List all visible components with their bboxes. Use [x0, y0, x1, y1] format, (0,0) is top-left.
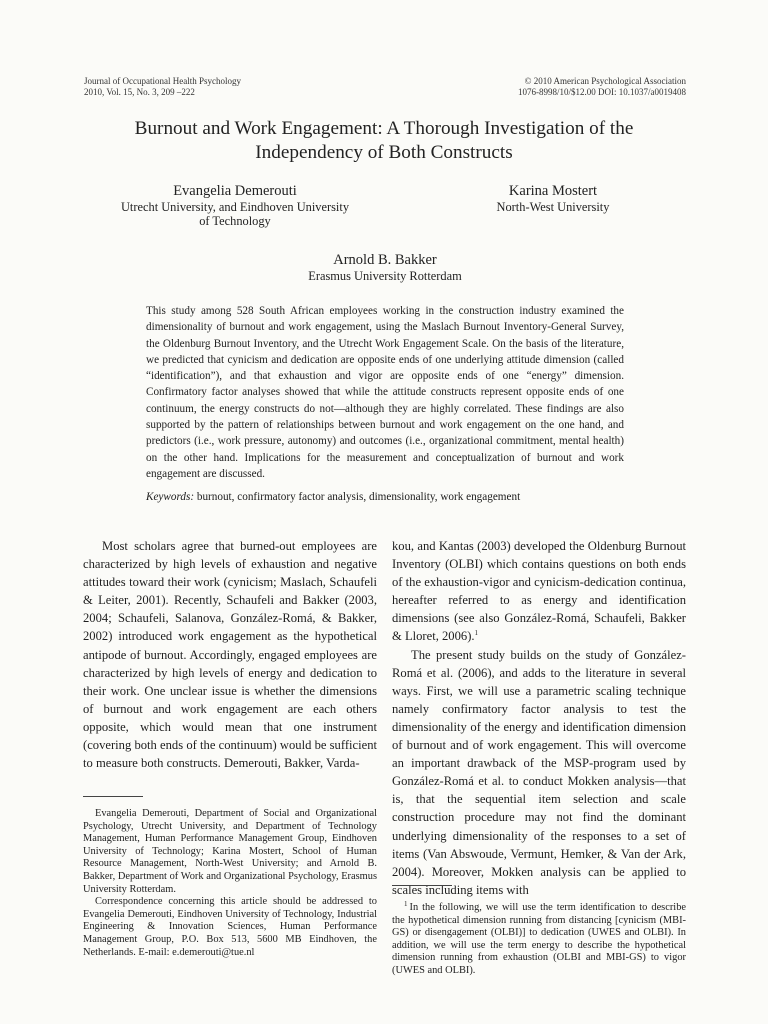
- body-paragraph: Most scholars agree that burned-out employees are characterized by high levels of exhaustion and negative attitudes toward their work (cynicism; Maslach, Schaufeli & Leiter, 2001). Recently, Schaufeli and Bakker (2003, 2004; Schaufeli, Salanova, González-Romá, & Bakker, 2002) introduced work engagement as the hypothetical antipode of burnout. Accordingly, engaged employees are characterized by high levels of energy and dedication to their work. One unclear issue is whether the dimensions of burnout and work engagement are each others opposite, which would mean that one instrument (covering both ends of the continuum) would be sufficient to measure both constructs. Demerouti, Bakker, Varda-: [83, 539, 377, 771]
- footnote-reference: 1: [474, 629, 479, 638]
- author-note: [83, 808, 377, 959]
- author-block-mostert: [440, 183, 666, 214]
- author-affiliation: of Technology: [199, 214, 271, 228]
- body-paragraph: The present study builds on the study of González-Romá et al. (2006), and adds to the literature in several ways. First, we will use a parametric scaling technique namely confirmatory factor analysis to test the dimensionality of the energy and identification dimension of burnout and of work engagement. This will overcome an important drawback of the MSP-program used by González-Romá et al. to conduct Mokken analysis—that is, that the sequential item selection and scale construction procedure may not find the dominant underlying dimensionality of the responses to a set of items (Van Abswoude, Vermunt, Hemker, & Van der Ark, 2004). Moreover, Mokken analysis can be applied to scales including items with: [392, 647, 686, 897]
- author-name: Evangelia Demerouti: [173, 183, 297, 199]
- title-line-2: Independency of Both Constructs: [255, 142, 513, 163]
- body-paragraph-continued: [392, 537, 686, 646]
- footnote-marker: 1: [404, 900, 408, 908]
- author-affiliation: Erasmus University Rotterdam: [308, 269, 462, 283]
- body-column-left: [83, 537, 377, 772]
- author-affiliation: Utrecht University, and Eindhoven University: [120, 200, 350, 214]
- abstract: This study among 528 South African employees working in the construction industry examined the dimensionality of burnout and work engagement, using the Maslach Burnout Inventory-General Survey, the Oldenburg Burnout Inventory, and the Utrecht Work Engagement Scale. On the basis of the literature, we predicted that cynicism and dedication are opposite ends of one underlying attitude dimension (called “identification”), and that exhaustion and vigor are opposite ends of one “energy” dimension. Confirmatory factor analyses showed that while the attitude constructs represent opposite ends of one continuum, the energy constructs do not—although they are highly correlated. These findings are also supported by the pattern of relationships between burnout and work engagement on the one hand, and predictors (i.e., work pressure, autonomy) and outcomes (i.e., organizational commitment, mental health) on the other hand. Implications for the measurement and conceptualization of burnout and work engagement are discussed.: [146, 305, 624, 480]
- footnote: [392, 902, 686, 978]
- author-name: Karina Mostert: [508, 183, 598, 199]
- running-head-right: [518, 76, 686, 97]
- author-note-divider: [83, 796, 143, 797]
- title-line-1: Burnout and Work Engagement: A Thorough Investigation of the: [134, 118, 634, 139]
- journal-volume: 2010, Vol. 15, No. 3, 209 –222: [84, 86, 195, 97]
- copyright-line: © 2010 American Psychological Association: [524, 76, 686, 86]
- author-note-correspondence: Correspondence concerning this article should be addressed to Evangelia Demerouti, Eindhoven University of Technology, Industrial Engineering & Innovation Sciences, Human Performance Management Group, P.O. Box 513, 5600 MB Eindhoven, the Netherlands. E-mail: e.demerouti@tue.nl: [83, 896, 377, 958]
- continued-text: kou, and Kantas (2003) developed the Oldenburg Burnout Inventory (OLBI) which contains questions on both ends of the exhaustion-vigor and cynicism-dedication continua, hereafter referred to as energy and identification dimensions (see also González-Romá, Schaufeli, Bakker & Lloret, 2006).: [392, 539, 686, 644]
- author-name: Arnold B. Bakker: [333, 252, 437, 268]
- journal-name: Journal of Occupational Health Psychology: [84, 76, 241, 86]
- body-column-right: [392, 537, 686, 899]
- footnote-text: In the following, we will use the term identification to describe the hypothetical dimension running from distancing [cynicism (MBI-GS) or disengagement (OLBI)] to dedication (UWES and OLBI). In addition, we will use the term energy to describe the hypothetical dimension running from exhaustion (OLBI and MBI-GS) to vigor (UWES and OLBI).: [392, 902, 686, 976]
- keywords: [146, 490, 624, 504]
- doi-line: 1076-8998/10/$12.00 DOI: 10.1037/a0019408: [518, 86, 686, 97]
- article-title: [60, 117, 708, 165]
- author-note-affiliations: Evangelia Demerouti, Department of Social and Organizational Psychology, Utrecht University, and Department of Technology Management, Human Performance Management Group, Eindhoven University of Technology; Karina Mostert, School of Human Resource Management, North-West University; and Arnold B. Bakker, Department of Work and Organizational Psychology, Erasmus University Rotterdam.: [83, 808, 377, 895]
- footnote-text-block: [392, 902, 686, 978]
- footnote-divider: [392, 885, 452, 886]
- running-head-left: [84, 76, 241, 97]
- keywords-label: Keywords:: [146, 491, 195, 503]
- author-block-demerouti: [90, 183, 380, 228]
- author-block-bakker: [270, 252, 500, 283]
- keywords-text: burnout, confirmatory factor analysis, dimensionality, work engagement: [196, 491, 521, 503]
- author-affiliation: North-West University: [496, 200, 610, 214]
